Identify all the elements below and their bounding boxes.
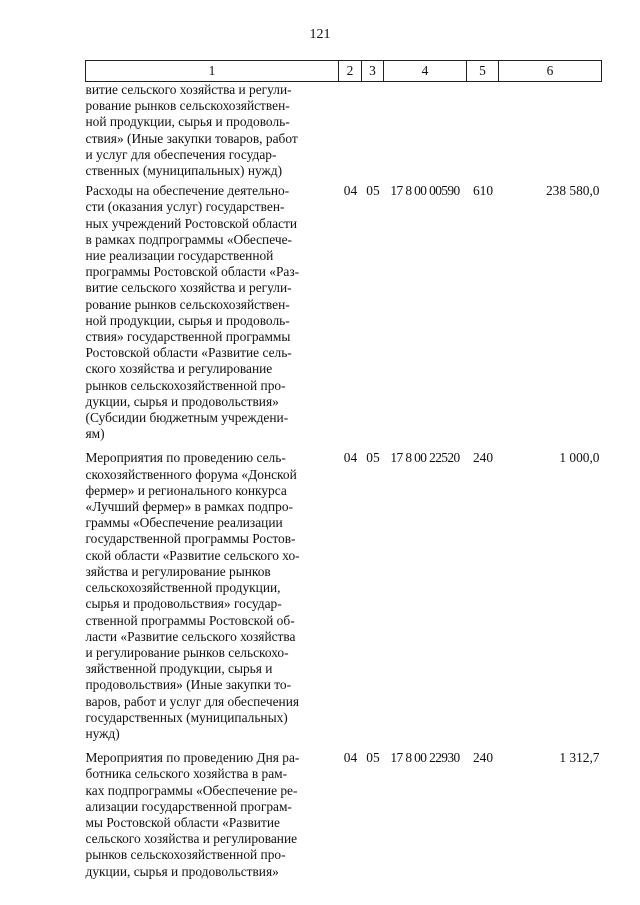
table-header — [86, 61, 602, 82]
page-number: 121 — [309, 27, 331, 42]
row-description: Расходы на обеспечение деятельно- сти (оказания услуг) государствен- ных учреждений Ростовской области в рамках подпрограммы «Обеспече- ние реализации государственной программы Ростовской области «Раз- витие сельского хозяйства и регули- рование рынков сельскохозяйствен- ной продукции, сырья и продоволь- ствия» государственной программы Ростовской области «Развитие сель- ского хозяйства и регулирование рынков сельскохозяйственной про- дукции, сырья и продовольствия» (Субсидии бюджетным учреждени- ям) — [85, 183, 300, 442]
column-header-1: 1 — [86, 61, 339, 82]
row-description: витие сельского хозяйства и регули- рование рынков сельскохозяйствен- ной продукции, сырья и продоволь- ствия» (Иные закупки товаров, работ и услуг для обеспечения государ- ственных (муниципальных) нужд) — [85, 82, 298, 179]
amount: 238 580,0 — [545, 183, 600, 199]
column-header-2: 2 — [339, 61, 362, 82]
column-header-6: 6 — [499, 61, 602, 82]
budget-table — [85, 60, 602, 884]
expense-type-code: 240 — [472, 750, 494, 766]
subsection-code: 05 — [366, 750, 380, 766]
table-row — [86, 446, 602, 746]
row-description: Мероприятия по проведению сель- скохозяйственного форума «Донской фермер» и регионального конкурса «Лучший фермер» в рамках подпро- граммы «Обеспечение реализации государственной программы Ростов- ской области «Развитие сельского хо- зяйства и регулирование рынков сельскохозяйственной продукции, сырья и продовольствия» государ- ственной программы Ростовской об- ласти «Развитие сельского хозяйства и регулирование рынков сельскохо- зяйственной продукции, сырья и продовольствия» (Иные закупки то- варов, работ и услуг для обеспечения государственных (муниципальных) нужд) — [85, 450, 300, 741]
column-header-4: 4 — [384, 61, 467, 82]
subsection-code: 05 — [366, 183, 380, 199]
section-code: 04 — [343, 750, 358, 766]
amount: 1 312,7 — [559, 750, 600, 766]
table-header-row — [86, 61, 602, 82]
table-row — [86, 746, 602, 884]
subsection-code: 05 — [366, 450, 380, 466]
target-article-code: 17 8 00 22930 — [390, 750, 460, 766]
target-article-code: 17 8 00 00590 — [390, 183, 460, 199]
amount: 1 000,0 — [559, 450, 600, 466]
section-code: 04 — [343, 183, 358, 199]
section-code: 04 — [343, 450, 358, 466]
row-description: Мероприятия по проведению Дня ра- ботника сельского хозяйства в рам- ках подпрограммы «Обеспечение ре- ализации государственной програм- мы Ростовской области «Развитие сельского хозяйства и регулирование рынков сельскохозяйственной про- дукции, сырья и продовольствия» — [85, 750, 300, 879]
expense-type-code: 240 — [472, 450, 494, 466]
expense-type-code: 610 — [472, 183, 494, 199]
table-row-continuation — [86, 82, 602, 180]
column-header-5: 5 — [467, 61, 499, 82]
column-header-3: 3 — [362, 61, 384, 82]
target-article-code: 17 8 00 22520 — [390, 450, 460, 466]
table-row — [86, 179, 602, 446]
